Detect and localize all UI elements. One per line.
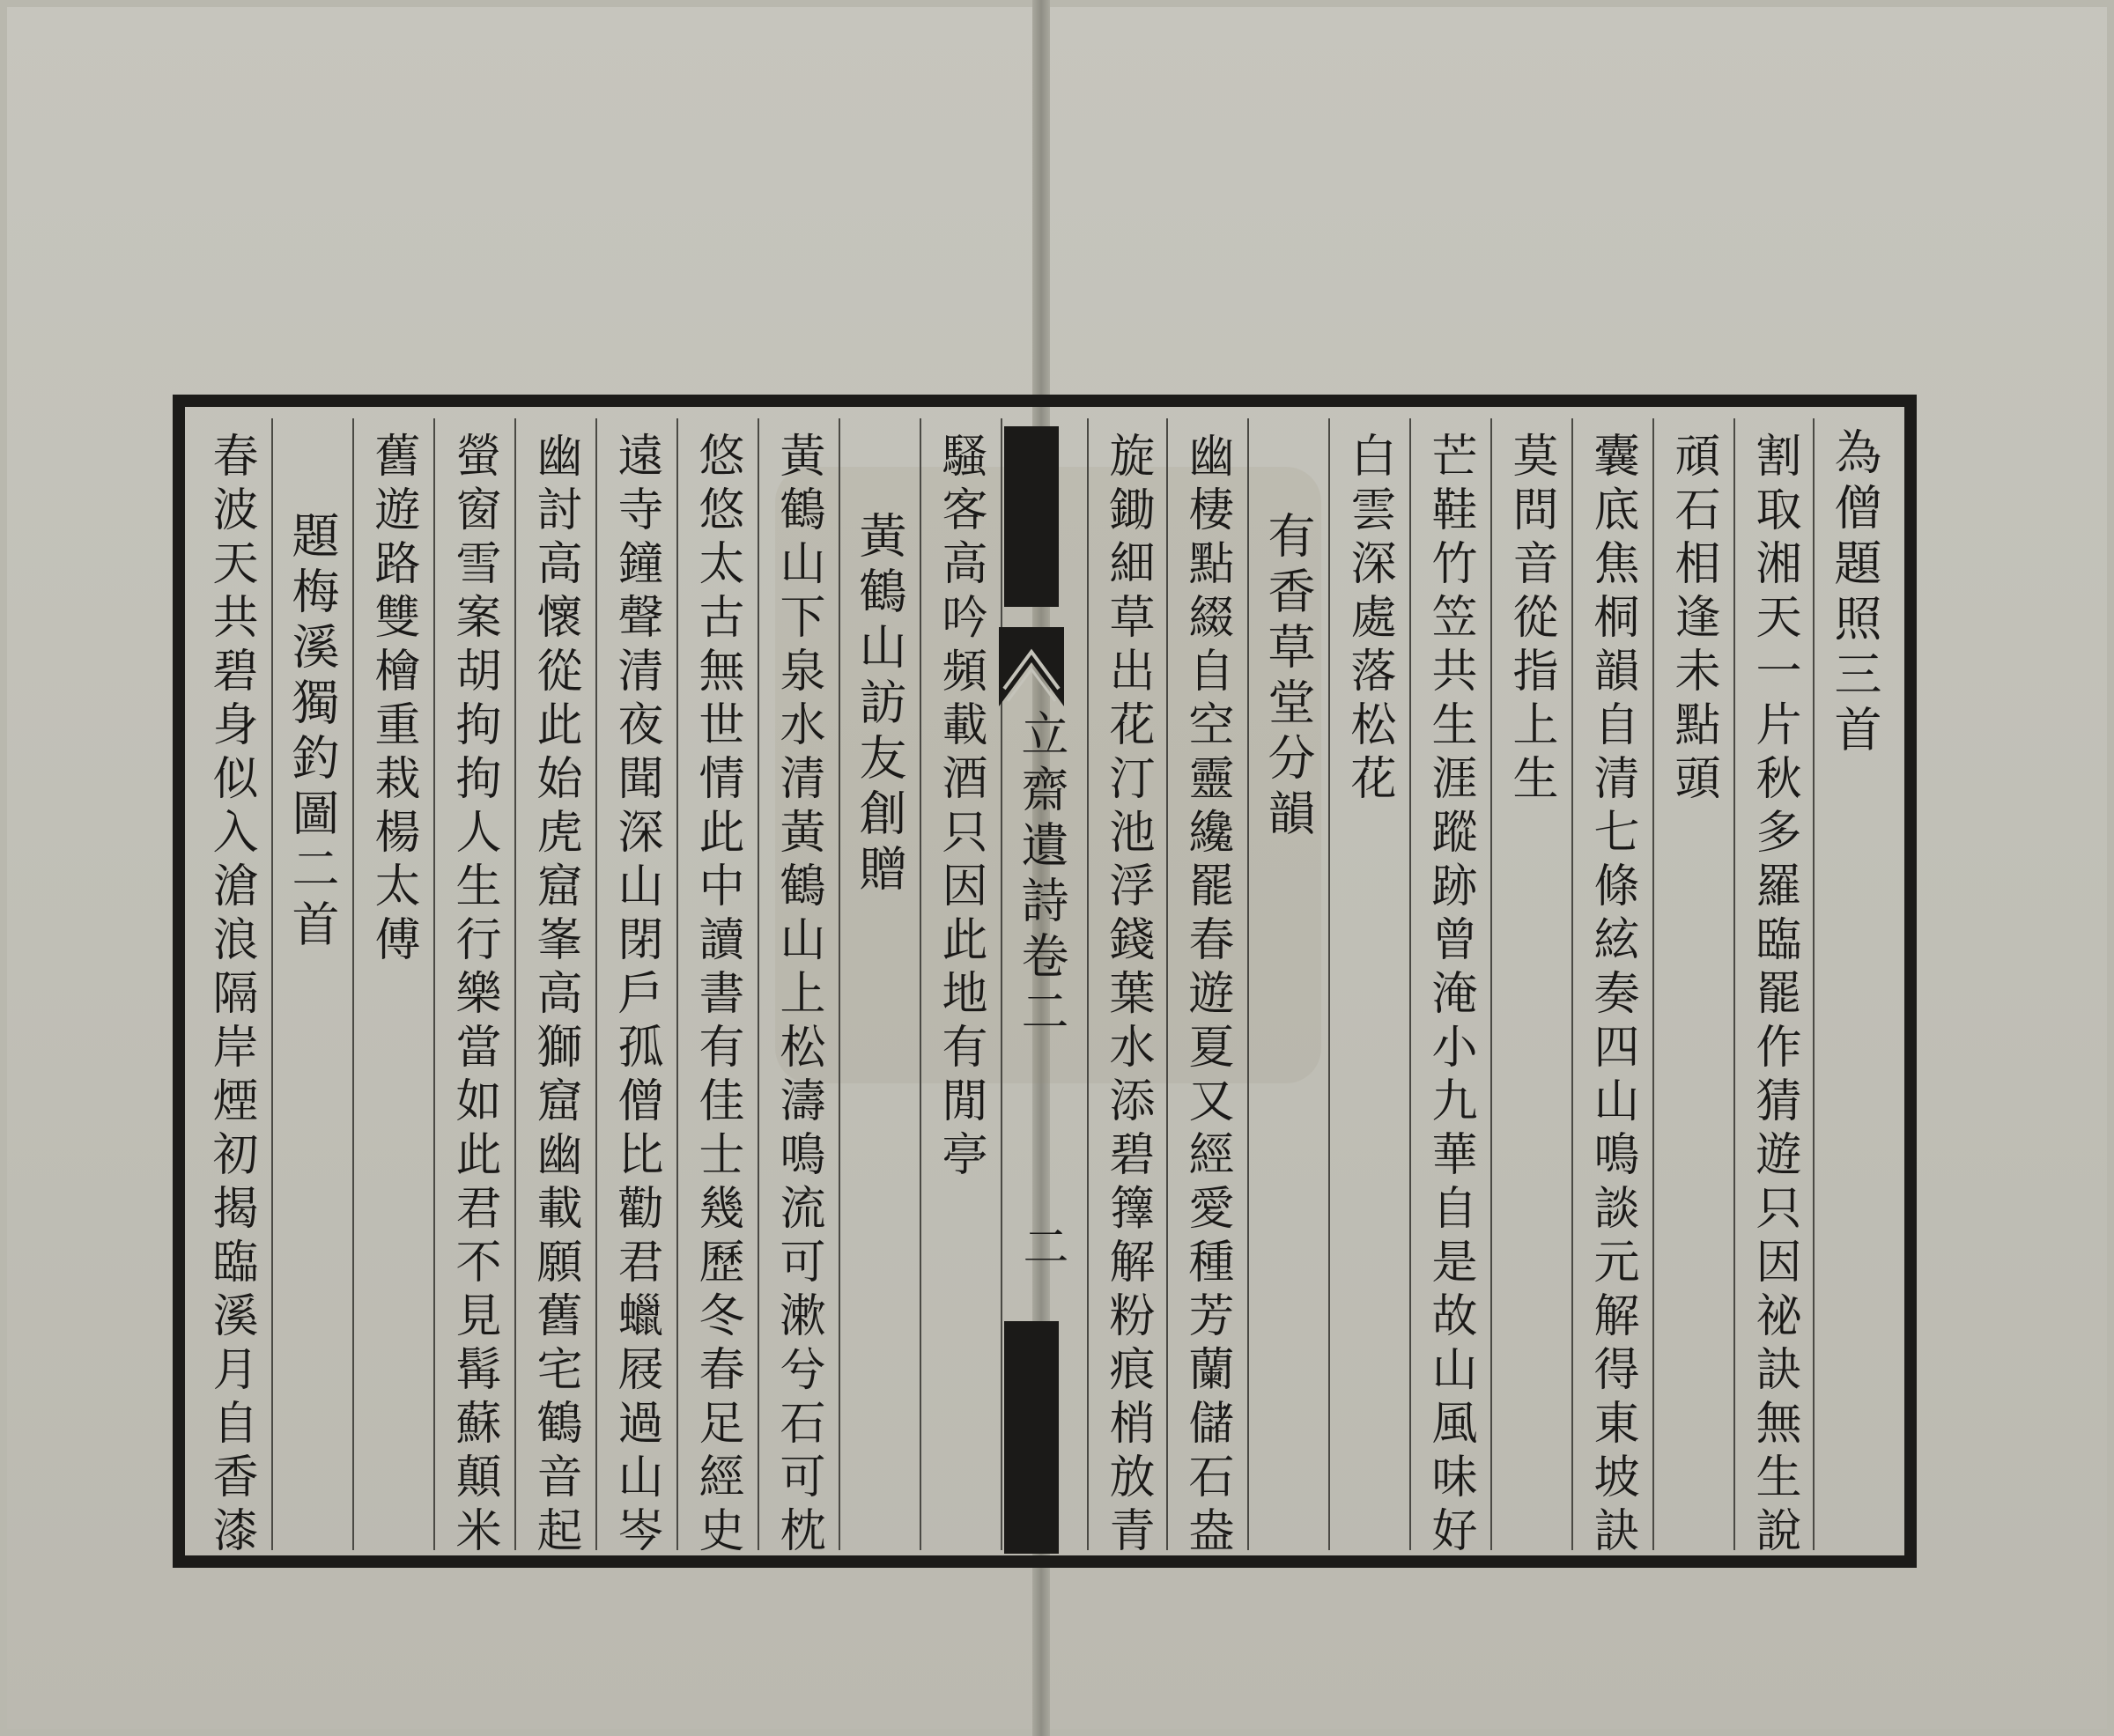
column-rule: [676, 418, 678, 1550]
column-rule: [352, 418, 354, 1550]
column-rule: [1571, 418, 1573, 1550]
poem-line: 割取湘天一片秋多羅臨罷作猜遊只因祕訣無生說: [1748, 432, 1800, 1560]
poem-line: 舊遊路雙檜重栽楊太傅: [366, 432, 419, 969]
column-rule: [1247, 418, 1249, 1550]
poem-title: 有香草堂分韻: [1260, 511, 1316, 844]
poem-line: 黃鶴山下泉水清黃鶴山上松濤鳴流可漱兮石可枕: [772, 432, 824, 1560]
column-rule: [1733, 418, 1735, 1550]
column-rule: [920, 418, 921, 1550]
poem-line: 莫問音從指上生: [1504, 432, 1557, 808]
column-rule: [1328, 418, 1330, 1550]
column-rule: [758, 418, 759, 1550]
poem-title: 黃鶴山訪友創贈: [852, 511, 907, 899]
poem-title: 為僧題照三首: [1827, 427, 1882, 760]
poem-line: 騷客高吟頻載酒只因此地有閒亭: [934, 432, 987, 1184]
poem-line: 白雲深處落松花: [1342, 432, 1395, 808]
column-rule: [1652, 418, 1654, 1550]
column-rule: [1409, 418, 1411, 1550]
poem-line: 螢窗雪案胡拘拘人生行樂當如此君不見髯蘇顛米: [447, 432, 500, 1560]
column-rule: [514, 418, 516, 1550]
fish-tail-lower: [1004, 1321, 1059, 1554]
poem-title: 題梅溪獨釣圖二首: [285, 511, 340, 955]
center-book-title: 立齋遺詩卷二: [1014, 709, 1069, 1042]
poem-line: 芒鞋竹笠共生涯蹤跡曾淹小九華自是故山風味好: [1423, 432, 1476, 1560]
column-rule: [595, 418, 597, 1550]
poem-line: 囊底焦桐韻自清七條絃奏四山鳴談元解得東坡訣: [1586, 432, 1638, 1560]
poem-line: 幽討高懷從此始虎窟峯高獅窟幽載願舊宅鶴音起: [528, 432, 581, 1560]
fish-tail-chevron: [999, 627, 1064, 706]
column-rule: [1813, 418, 1815, 1550]
poem-line: 悠悠太古無世情此中讀書有佳士幾歷冬春足經史: [691, 432, 743, 1560]
column-rule: [839, 418, 840, 1550]
column-rule: [433, 418, 435, 1550]
column-rule: [1490, 418, 1492, 1550]
column-rule: [271, 418, 273, 1550]
poem-line: 春波天共碧身似入滄浪隔岸煙初揭臨溪月自香漆: [204, 432, 257, 1560]
column-rule: [1166, 418, 1168, 1550]
column-rule: [1087, 418, 1089, 1550]
poem-line: 旋鋤細草出花汀池浮錢葉水添碧籜解粉痕梢放青: [1101, 432, 1154, 1560]
page-number: 二: [1015, 1223, 1068, 1276]
poem-line: 頑石相逢未點頭: [1667, 432, 1719, 808]
poem-line: 遠寺鐘聲清夜聞深山閉戶孤僧比勸君蠟屐過山岑: [610, 432, 662, 1560]
column-rule: [1001, 418, 1002, 1550]
fish-tail-upper: [1004, 426, 1059, 607]
poem-line: 幽棲點綴自空靈纔罷春遊夏又經愛種芳蘭儲石盎: [1180, 432, 1233, 1560]
